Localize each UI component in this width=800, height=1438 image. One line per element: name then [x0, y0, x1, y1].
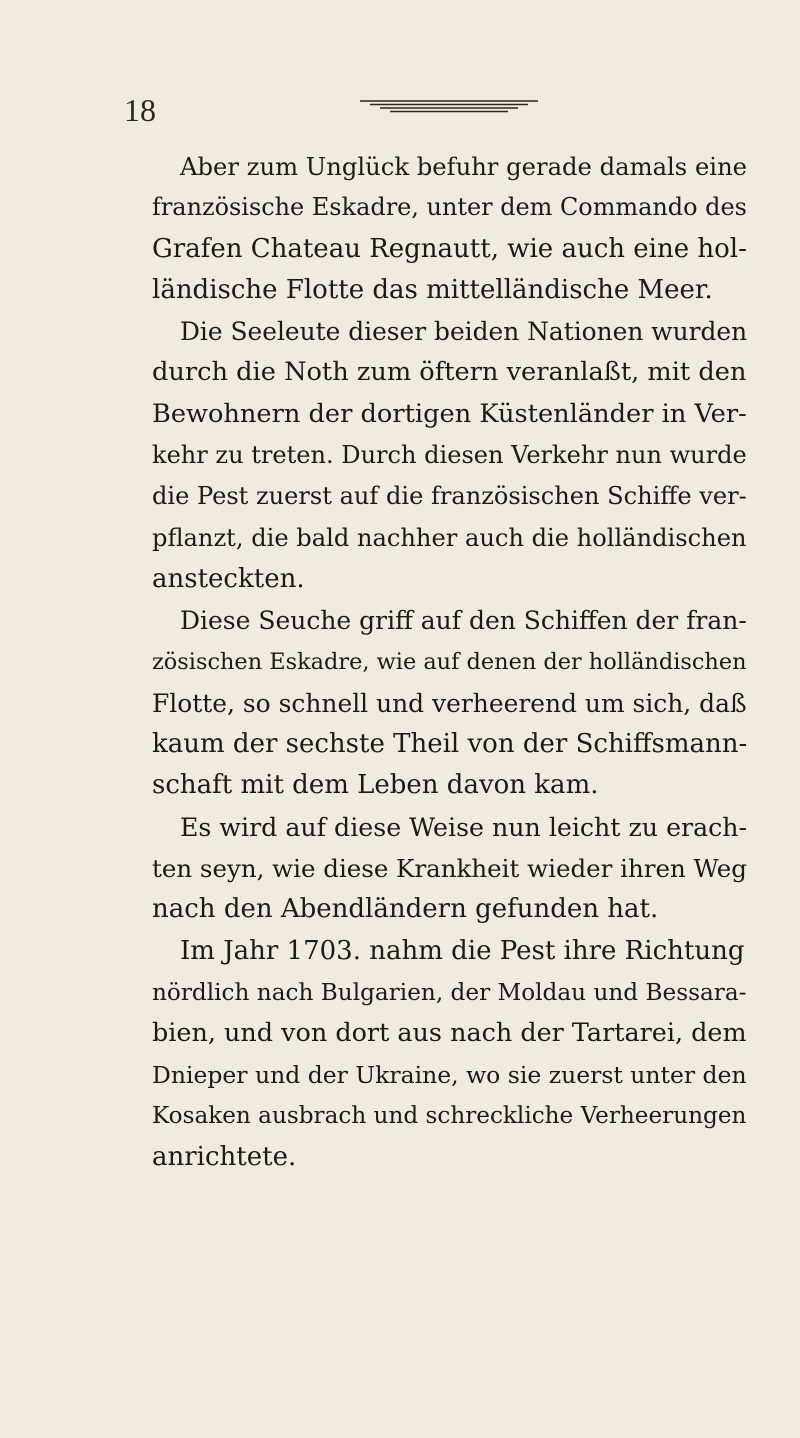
page-number: 18: [124, 92, 156, 128]
text-line: zösischen Eskadre, wie auf denen der holländischen: [152, 648, 747, 675]
paragraph: [152, 807, 750, 931]
text-line: die Pest zuerst auf die französischen Schiffe ver-: [152, 482, 747, 511]
text-line: Bewohnern der dortigen Küstenländer in Ver-: [152, 398, 747, 429]
text-line: kehr zu treten. Durch diesen Verkehr nun wurde: [152, 441, 747, 470]
text-line: Kosaken ausbrach und schreckliche Verheerungen: [152, 1102, 747, 1129]
text-line: Aber zum Unglück befuhr gerade damals eine: [180, 152, 748, 181]
text-line: Im Jahr 1703. nahm die Pest ihre Richtung: [180, 935, 745, 966]
text-line: Flotte, so schnell und verheerend um sich, daß: [152, 688, 747, 718]
body-text: [152, 146, 750, 1178]
text-line: nördlich nach Bulgarien, der Moldau und Bessara-: [152, 978, 747, 1006]
text-line: ansteckten.: [152, 563, 305, 594]
paragraph: [152, 311, 750, 600]
text-line: Es wird auf diese Weise nun leicht zu erach-: [180, 812, 748, 842]
text-line: Die Seeleute dieser beiden Nationen wurden: [180, 317, 748, 347]
text-line: anrichtete.: [152, 1142, 297, 1173]
header-rule-ornament: [356, 98, 542, 116]
text-line: französische Eskadre, unter dem Commando des: [152, 193, 747, 222]
text-line: pflanzt, die bald nachher auch die holländischen: [152, 523, 747, 552]
text-line: bien, und von dort aus nach der Tartarei, dem: [152, 1018, 747, 1049]
text-line: nach den Abendländern gefunden hat.: [152, 894, 659, 925]
text-line: ten seyn, wie diese Krankheit wieder ihren Weg: [152, 854, 747, 884]
paragraph: [152, 931, 750, 1179]
text-line: schaft mit dem Leben davon kam.: [152, 770, 599, 801]
text-line: durch die Noth zum öftern veranlaßt, mit den: [152, 357, 747, 388]
text-line: Diese Seuche griff auf den Schiffen der fran-: [180, 606, 747, 636]
text-line: ländische Flotte das mittelländische Meer.: [152, 274, 713, 305]
paragraph: [152, 146, 750, 311]
paragraph: [152, 600, 750, 806]
text-line: Grafen Chateau Regnautt, wie auch eine hol-: [152, 233, 747, 264]
text-line: Dnieper und der Ukraine, wo sie zuerst unter den: [152, 1060, 747, 1089]
text-line: kaum der sechste Theil von der Schiffsmann-: [152, 729, 748, 760]
